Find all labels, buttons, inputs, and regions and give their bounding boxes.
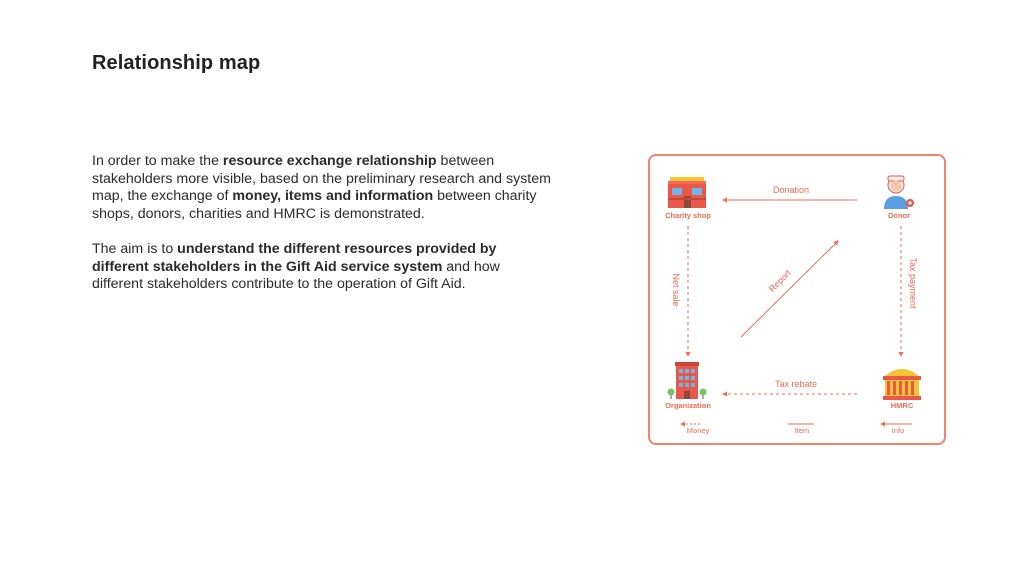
donor-icon — [884, 176, 914, 209]
intro-paragraph-2: The aim is to understand the different resources provided by different stakeholders in the Gift Aid service system and how different stakeholders contribute to the operation of Gift Aid. — [92, 240, 500, 293]
tax-payment-label: Tax payment — [908, 257, 918, 309]
tax-rebate-label: Tax rebate — [774, 379, 818, 389]
hmrc-icon — [883, 369, 921, 400]
legend-info-label: Info — [891, 426, 905, 435]
report-arrow — [741, 241, 838, 337]
report-label: Report — [766, 267, 793, 294]
charity-shop-label: Charity shop — [665, 211, 711, 220]
legend-money-label: Money — [686, 426, 710, 435]
legend — [681, 424, 912, 435]
organization-label: Organization — [665, 401, 711, 410]
donation-label: Donation — [772, 185, 810, 195]
charity-shop-icon — [668, 177, 706, 208]
organization-icon — [668, 362, 707, 399]
hmrc-label: HMRC — [890, 401, 914, 410]
legend-item-label: Item — [794, 426, 810, 435]
intro-paragraph-1: In order to make the resource exchange relationship between stakeholders more visible, based on the preliminary research and system map, the exchange of money, items and information between charity shops, donors, charities and HMRC is demonstrated. — [92, 153, 551, 222]
donor-label: Donor — [887, 211, 911, 220]
net-sale-label: Net sale — [671, 273, 681, 307]
page-title: Relationship map — [92, 52, 261, 74]
